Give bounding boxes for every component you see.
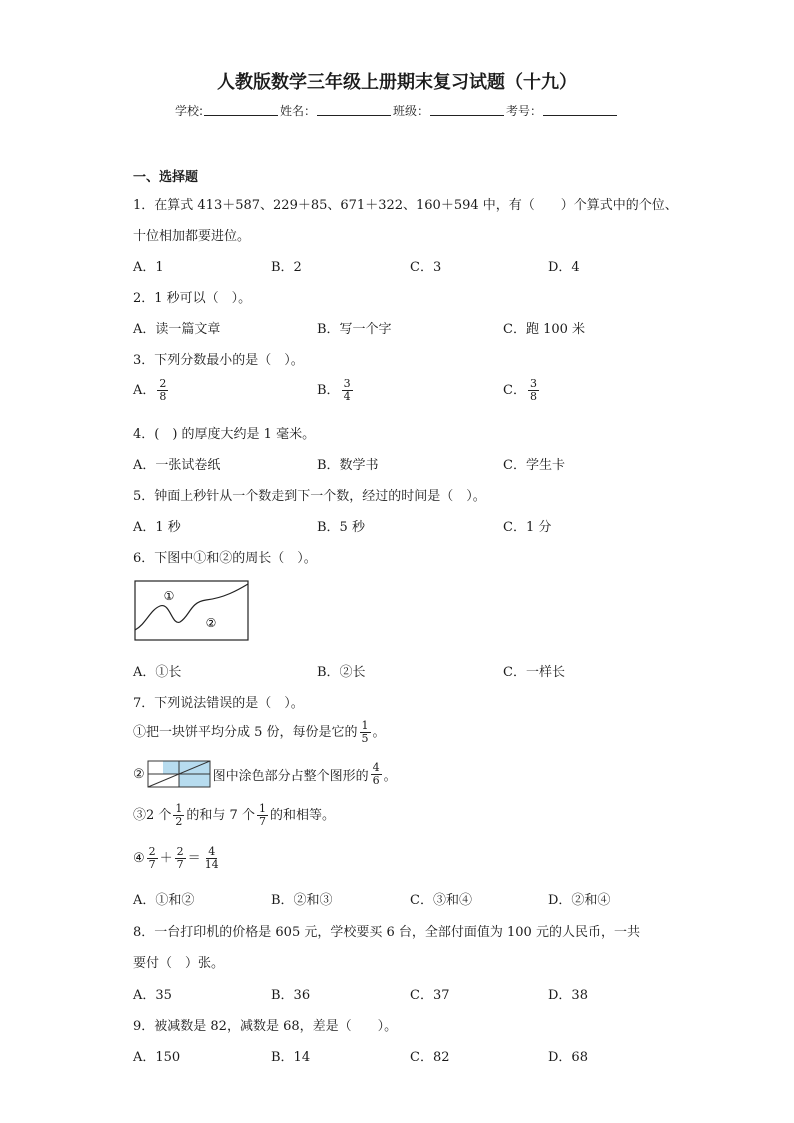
q2-option-c[interactable]: C．跑 100 米 bbox=[503, 322, 586, 337]
statement-text: 。 bbox=[372, 725, 386, 740]
q7-statement-4 bbox=[133, 846, 223, 871]
statement-text: ③2 个 bbox=[133, 808, 172, 823]
q2-option-a[interactable]: A．读一篇文章 bbox=[133, 322, 221, 337]
q7-option-d[interactable]: D．②和④ bbox=[548, 893, 611, 908]
q2-stem: 2．1 秒可以（ ）。 bbox=[133, 291, 252, 306]
denominator: 2 bbox=[175, 815, 183, 828]
section-heading: 一、选择题 bbox=[133, 170, 199, 185]
q3-option-b[interactable] bbox=[317, 378, 355, 403]
denominator: 8 bbox=[159, 390, 167, 403]
q3-b-fraction bbox=[342, 378, 353, 403]
number-blank[interactable] bbox=[543, 102, 617, 116]
equals-sign: ＝ bbox=[187, 851, 201, 866]
numerator: 1 bbox=[258, 802, 266, 815]
q8-line2: 要付（ ）张。 bbox=[133, 956, 225, 971]
statement-text: 的和与 7 个 bbox=[186, 808, 255, 823]
numerator: 4 bbox=[372, 760, 380, 774]
region-2-label: ② bbox=[205, 616, 217, 630]
q3-option-a[interactable] bbox=[133, 378, 170, 403]
statement-text: 。 bbox=[383, 768, 397, 784]
q4-stem: 4．( ) 的厚度大约是 1 毫米。 bbox=[133, 427, 316, 442]
rectangle-outline bbox=[135, 581, 248, 640]
q9-option-b[interactable]: B．14 bbox=[271, 1050, 311, 1065]
fraction bbox=[203, 846, 221, 871]
school-label: 学校: bbox=[174, 104, 203, 118]
denominator: 6 bbox=[372, 773, 380, 787]
fraction bbox=[175, 846, 186, 871]
name-label: 姓名： bbox=[280, 104, 317, 118]
q6-figure bbox=[134, 580, 250, 642]
statement-text: ② bbox=[133, 766, 145, 782]
q3-stem: 3．下列分数最小的是（ ）。 bbox=[133, 353, 304, 368]
q9-option-a[interactable]: A．150 bbox=[133, 1050, 181, 1065]
statement-text: 的和相等。 bbox=[269, 808, 335, 823]
q8-option-b[interactable]: B．36 bbox=[271, 988, 311, 1003]
denominator: 5 bbox=[361, 732, 369, 745]
number-label: 考号： bbox=[506, 104, 543, 118]
q9-stem: 9．被减数是 82，减数是 68，差是（ ）。 bbox=[133, 1019, 398, 1034]
q6-option-b[interactable]: B．②长 bbox=[317, 665, 366, 680]
shaded-rectangle-figure bbox=[147, 760, 211, 788]
q3-a-label: A． bbox=[133, 383, 156, 398]
q5-option-b[interactable]: B．5 秒 bbox=[317, 520, 365, 535]
denominator: 4 bbox=[343, 390, 351, 403]
student-info-line bbox=[0, 102, 794, 119]
q3-option-c[interactable] bbox=[503, 378, 541, 403]
denominator: 14 bbox=[204, 858, 219, 871]
q9-option-d[interactable]: D．68 bbox=[548, 1050, 588, 1065]
q7-statement-2 bbox=[133, 760, 397, 788]
q6-option-c[interactable]: C．一样长 bbox=[503, 665, 565, 680]
fraction bbox=[257, 803, 268, 828]
fraction bbox=[371, 762, 382, 787]
school-blank[interactable] bbox=[204, 102, 278, 116]
q1-option-c[interactable]: C．3 bbox=[410, 260, 442, 275]
class-label: 班级： bbox=[393, 104, 430, 118]
q4-option-a[interactable]: A．一张试卷纸 bbox=[133, 458, 221, 473]
q2-option-b[interactable]: B．写一个字 bbox=[317, 322, 392, 337]
fraction bbox=[173, 803, 184, 828]
q8-option-a[interactable]: A．35 bbox=[133, 988, 172, 1003]
q7-option-c[interactable]: C．③和④ bbox=[410, 893, 472, 908]
q3-c-label: C． bbox=[503, 383, 526, 398]
q1-option-a[interactable]: A．1 bbox=[133, 260, 164, 275]
numerator: 4 bbox=[208, 845, 216, 858]
class-blank[interactable] bbox=[430, 102, 504, 116]
statement-text: ④ bbox=[133, 851, 145, 866]
statement-text: 图中涂色部分占整个图形的 bbox=[212, 768, 369, 784]
dividing-curve bbox=[135, 584, 248, 630]
numerator: 3 bbox=[343, 377, 351, 390]
shaded-part bbox=[163, 761, 179, 774]
denominator: 7 bbox=[176, 858, 184, 871]
q8-line1: 8．一台打印机的价格是 605 元，学校要买 6 台，全部付面值为 100 元的人民币，一共 bbox=[133, 925, 640, 940]
page-title: 人教版数学三年级上册期末复习试题（十九） bbox=[217, 72, 577, 93]
q3-a-fraction bbox=[157, 378, 168, 403]
q7-stem: 7．下列说法错误的是（ ）。 bbox=[133, 696, 304, 711]
numerator: 1 bbox=[175, 802, 183, 815]
numerator: 2 bbox=[148, 845, 156, 858]
q1-option-d[interactable]: D．4 bbox=[548, 260, 580, 275]
denominator: 7 bbox=[148, 858, 156, 871]
q7-option-b[interactable]: B．②和③ bbox=[271, 893, 333, 908]
q6-stem: 6．下图中①和②的周长（ ）。 bbox=[133, 551, 317, 566]
denominator: 8 bbox=[529, 390, 537, 403]
q1-option-b[interactable]: B．2 bbox=[271, 260, 302, 275]
q3-b-label: B． bbox=[317, 383, 340, 398]
fraction bbox=[147, 846, 158, 871]
q4-option-c[interactable]: C．学生卡 bbox=[503, 458, 565, 473]
q7-option-a[interactable]: A．①和② bbox=[133, 893, 195, 908]
fraction bbox=[360, 720, 371, 745]
name-blank[interactable] bbox=[317, 102, 391, 116]
q8-option-c[interactable]: C．37 bbox=[410, 988, 450, 1003]
q1-line2: 十位相加都要进位。 bbox=[133, 229, 251, 244]
numerator: 2 bbox=[176, 845, 184, 858]
numerator: 2 bbox=[159, 377, 167, 390]
q4-option-b[interactable]: B．数学书 bbox=[317, 458, 379, 473]
region-1-label: ① bbox=[163, 589, 175, 603]
q7-statement-3 bbox=[133, 803, 335, 828]
numerator: 1 bbox=[361, 719, 369, 732]
q9-option-c[interactable]: C．82 bbox=[410, 1050, 450, 1065]
q5-option-a[interactable]: A．1 秒 bbox=[133, 520, 181, 535]
q3-c-fraction bbox=[528, 378, 539, 403]
q1-line1: 1．在算式 413＋587、229＋85、671＋322、160＋594 中，有（ ）个算式中的个位、 bbox=[133, 198, 678, 213]
q5-stem: 5．钟面上秒针从一个数走到下一个数，经过的时间是（ ）。 bbox=[133, 489, 486, 504]
statement-text: ①把一块饼平均分成 5 份，每份是它的 bbox=[133, 725, 358, 740]
q8-option-d[interactable]: D．38 bbox=[548, 988, 588, 1003]
numerator: 3 bbox=[529, 377, 537, 390]
plus-sign: ＋ bbox=[159, 851, 173, 866]
denominator: 7 bbox=[258, 815, 266, 828]
q6-option-a[interactable]: A．①长 bbox=[133, 665, 182, 680]
q7-statement-1 bbox=[133, 720, 386, 745]
q5-option-c[interactable]: C．1 分 bbox=[503, 520, 552, 535]
